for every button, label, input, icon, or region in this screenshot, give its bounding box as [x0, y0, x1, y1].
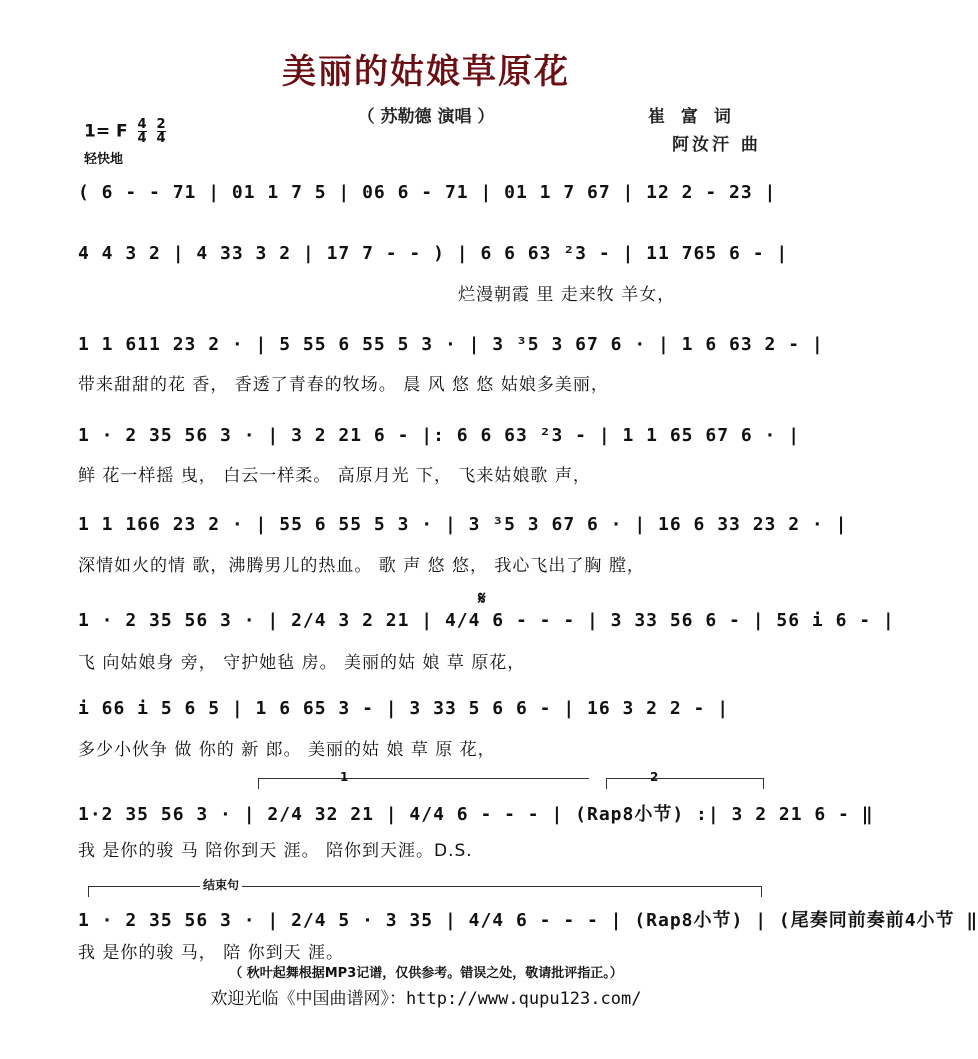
- score-line-9-lyrics: 我 是你的骏 马， 陪 你到天 涯。: [78, 943, 345, 963]
- score-line-6-lyrics: 飞 向姑娘身 旁， 守护她毡 房。 美丽的姑 娘 草 原花，: [78, 653, 526, 673]
- segno-sign: 𝄋: [478, 588, 486, 609]
- score-line-9-notes: 1 · 2 35 56 3 · | 2/4 5 · 3 35 | 4/4 6 - - - | (Rap8小节) | (尾奏同前奏前4小节 ‖: [78, 910, 978, 931]
- song-title: 美丽的姑娘草原花: [282, 52, 570, 92]
- score-line-1-notes: ( 6 - - 71 | 01 1 7 5 | 06 6 - 71 | 01 1 7 67 | 12 2 - 23 |: [78, 182, 777, 203]
- score-line-4-lyrics: 鲜 花一样摇 曳， 白云一样柔。 高原月光 下， 飞来姑娘歌 声，: [78, 466, 591, 486]
- score-line-5-lyrics: 深情如火的情 歌，沸腾男儿的热血。 歌 声 悠 悠， 我心飞出了胸 膛，: [78, 556, 645, 576]
- volta-bracket-1: [258, 778, 589, 789]
- tempo-marking: 轻快地: [84, 152, 124, 167]
- score-line-2-lyrics: 烂漫朝霞 里 走来牧 羊女，: [458, 285, 676, 305]
- score-line-3-lyrics: 带来甜甜的花 香， 香透了青春的牧场。 晨 风 悠 悠 姑娘多美丽，: [78, 375, 609, 395]
- key-signature: [84, 118, 166, 145]
- score-line-3-notes: 1 1 611 23 2 · | 5 55 6 55 5 3 · | 3 ³5 3 67 6 · | 1 6 63 2 - |: [78, 334, 824, 355]
- score-line-2-notes: 4 4 3 2 | 4 33 3 2 | 17 7 - - ) | 6 6 63 ²3 - | 11 765 6 - |: [78, 243, 789, 264]
- volta-bracket-2: [606, 778, 764, 789]
- volta-2-label: 2: [650, 770, 659, 784]
- website-link[interactable]: 欢迎光临《中国曲谱网》：http://www.qupu123.com/: [210, 989, 642, 1009]
- time-signature-4-4: $\frac{4}{4}$: [137, 117, 147, 146]
- score-line-6-notes: 1 · 2 35 56 3 · | 2/4 3 2 21 | 4/4 6 - - - | 3 33 56 6 - | 56 i 6 - |: [78, 610, 895, 631]
- score-line-7-notes: i 66 i 5 6 5 | 1 6 65 3 - | 3 33 5 6 6 - | 16 3 2 2 - |: [78, 698, 730, 719]
- key-label: 1= F: [84, 121, 128, 142]
- time-signature-2-4: $\frac{2}{4}$: [156, 117, 166, 146]
- score-line-4-notes: 1 · 2 35 56 3 · | 3 2 21 6 - |: 6 6 63 ²3 - | 1 1 65 67 6 · |: [78, 425, 801, 446]
- ending-bracket: [88, 886, 762, 897]
- singer-credit: （ 苏勒德 演唱 ）: [357, 107, 495, 127]
- lyricist-credit: 崔 富 词: [648, 107, 736, 127]
- score-line-5-notes: 1 1 166 23 2 · | 55 6 55 5 3 · | 3 ³5 3 67 6 · | 16 6 33 23 2 · |: [78, 514, 848, 535]
- ending-label: 结束句: [200, 876, 242, 893]
- score-line-7-lyrics: 多少小伙争 做 你的 新 郎。 美丽的姑 娘 草 原 花，: [78, 740, 496, 760]
- volta-1-label: 1: [340, 770, 349, 784]
- score-line-8-lyrics: 我 是你的骏 马 陪你到天 涯。 陪你到天涯。D.S.: [78, 841, 473, 861]
- transcription-note: （ 秋叶起舞根据MP3记谱，仅供参考。错误之处，敬请批评指正。）: [229, 966, 623, 981]
- score-line-8-notes: 1·2 35 56 3 · | 2/4 32 21 | 4/4 6 - - - | (Rap8小节) :| 3 2 21 6 - ‖: [78, 804, 874, 825]
- composer-credit: 阿汝汗 曲: [672, 135, 761, 155]
